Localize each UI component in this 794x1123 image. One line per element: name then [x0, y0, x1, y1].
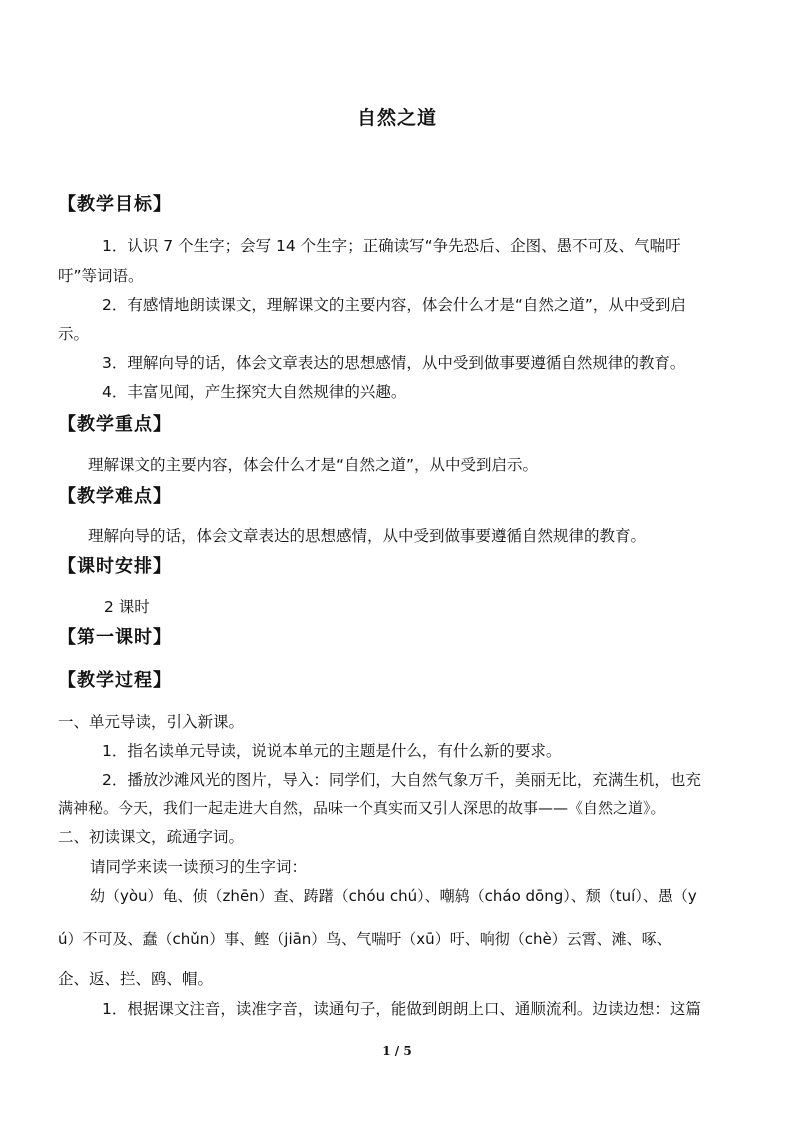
part2-intro: 请同学来读一读预习的生字词：	[90, 858, 308, 876]
key-heading: 【教学重点】	[58, 414, 172, 435]
vocab-line-2: ú）不可及、蠢（chǔn）事、鲣（jiān）鸟、气喘吁（xū）吁、响彻（chè）云霄、滩、啄、	[58, 930, 672, 948]
part1-item2-line2: 满神秘。今天，我们一起走进大自然，品味一个真实而又引人深思的故事——《自然之道》。	[58, 799, 666, 817]
goal-line-5: 3．理解向导的话，体会文章表达的思想感情，从中受到做事要遵循自然规律的教育。	[102, 354, 686, 372]
goal-line-1: 1．认识 7 个生字；会写 14 个生字；正确读写“争先恐后、企图、愚不可及、气喘吁	[102, 237, 681, 255]
schedule-heading: 【课时安排】	[58, 556, 172, 577]
vocab-line-1: 幼（yòu）龟、侦（zhēn）查、踌躇（chóu chú）、嘲鸫（cháo dōng）、颓（tuí）、愚（y	[90, 887, 697, 905]
key-text: 理解课文的主要内容，体会什么才是“自然之道”，从中受到启示。	[88, 456, 539, 474]
part1-item1: 1．指名读单元导读，说说本单元的主题是什么，有什么新的要求。	[102, 742, 562, 760]
schedule-text: 2 课时	[104, 598, 150, 616]
goal-line-4: 示。	[58, 325, 90, 343]
vocab-line-3: 企、返、拦、鸥、帽。	[58, 970, 214, 988]
process-heading: 【教学过程】	[58, 670, 172, 691]
page-title: 自然之道	[356, 107, 437, 129]
goals-heading: 【教学目标】	[58, 194, 172, 215]
first-lesson-heading: 【第一课时】	[58, 627, 172, 648]
goal-line-2: 吁”等词语。	[58, 267, 144, 285]
difficult-text: 理解向导的话，体会文章表达的思想感情，从中受到做事要遵循自然规律的教育。	[88, 527, 647, 545]
page-number: 1 / 5	[382, 1044, 412, 1058]
part2-title: 二、初读课文，疏通字词。	[58, 828, 245, 846]
part1-item2-line1: 2．播放沙滩风光的图片，导入：同学们，大自然气象万千，美丽无比，充满生机，也充	[102, 771, 701, 789]
difficult-heading: 【教学难点】	[58, 486, 172, 507]
goal-line-6: 4．丰富见闻，产生探究大自然规律的兴趣。	[102, 383, 407, 401]
part1-title: 一、单元导读，引入新课。	[58, 713, 245, 731]
goal-line-3: 2．有感情地朗读课文，理解课文的主要内容，体会什么才是“自然之道”，从中受到启	[102, 296, 686, 314]
part2-item1: 1．根据课文注音，读准字音，读通句子，能做到朗朗上口、通顺流利。边读边想：这篇	[102, 1000, 701, 1018]
